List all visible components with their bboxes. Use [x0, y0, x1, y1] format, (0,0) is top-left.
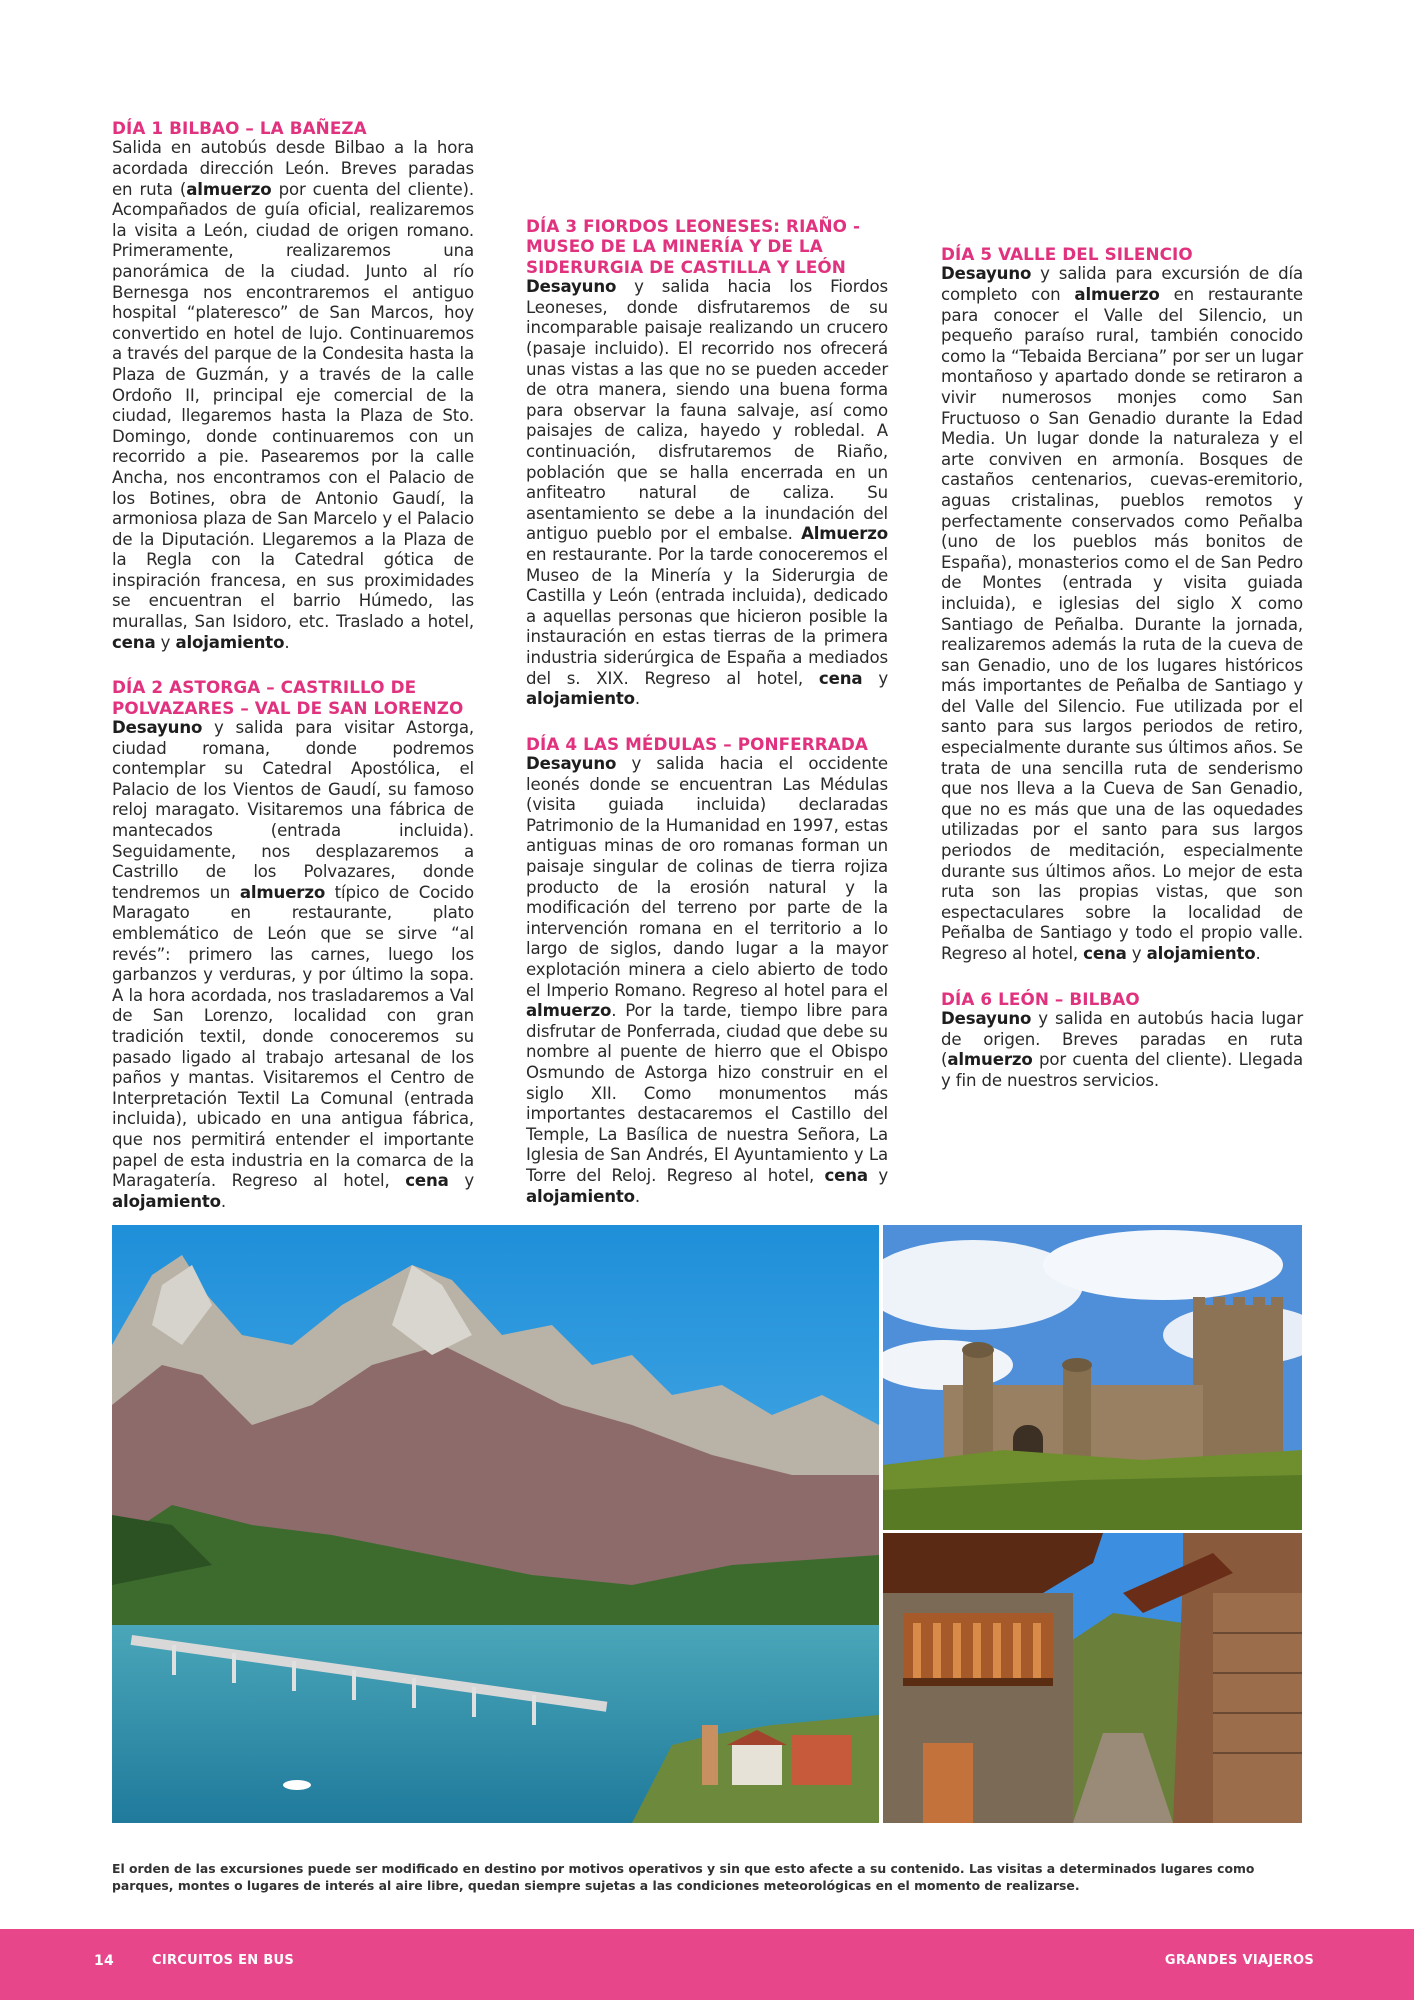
- day-5-text: Desayuno y salida para excursión de día completo con almuerzo en restaurante para conocer el Valle del Silencio, un pequeño paraíso rural, también conocido como la “Tebaida Berciana” por ser un lugar montañoso y apartado donde se retiraron a vivir numerosos monjes como San Fructuoso o San Genadio durante la Edad Media. Un lugar donde la naturaleza y el arte conviven en armonía. Bosques de castaños centenarios, cuevas-eremitorio, aguas cristalinas, pueblos remotos y perfectamente conservados como Peñalba (uno de los pueblos más bonitos de España), monasterios como el de San Pedro de Montes (entrada y visita guiada incluida), e iglesias del siglo X como Santiago de Peñalba. Durante la jornada, realizaremos además la ruta de la cueva de san Genadio, uno de los lugares históricos más importantes de Peñalba de Santiago y del Valle del Silencio. Fue utilizada por el santo para sus largos periodos de retiro, especialmente durante sus últimos años. Se trata de una sencilla ruta de senderismo que nos lleva a la Cueva de San Genadio, que no es más que una de las oquedades utilizadas por el santo para sus largos periodos de meditación, especialmente durante sus últimos años. Lo mejor de esta ruta son las propias vistas, que son espectaculares sobre la localidad de Peñalba de Santiago y todo el propio valle. Regreso al hotel, cena y alojamiento.: [941, 264, 1303, 963]
- photo-collage: [112, 1225, 1302, 1823]
- day-6-text: Desayuno y salida en autobús hacia lugar de origen. Breves paradas en ruta (almuerzo por cuenta del cliente). Llegada y fin de nuestros servicios.: [941, 1009, 1303, 1090]
- day-2-title: DÍA 2 ASTORGA – CASTRILLO DE POLVAZARES – VAL DE SAN LORENZO: [112, 677, 464, 718]
- ponferrada-castle-photo: [883, 1225, 1302, 1530]
- page-number: 14: [94, 1953, 115, 1969]
- day-1-title: DÍA 1 BILBAO – LA BAÑEZA: [112, 118, 367, 138]
- section-label: CIRCUITOS EN BUS: [152, 1953, 295, 1968]
- column-3: [941, 118, 1303, 1115]
- riano-reservoir-mountains-photo: [112, 1225, 879, 1823]
- penalba-village-photo: [883, 1533, 1302, 1823]
- brand-label: GRANDES VIAJEROS: [1164, 1953, 1314, 1968]
- column-1: [112, 118, 474, 1236]
- day-3-title: DÍA 3 FIORDOS LEONESES: RIAÑO - MUSEO DE LA MINERÍA Y DE LA SIDERURGIA DE CASTILLA Y LEÓN: [526, 216, 861, 277]
- day-4-title: DÍA 4 LAS MÉDULAS – PONFERRADA: [526, 733, 868, 754]
- day-3-text: Desayuno y salida hacia los Fiordos Leoneses, donde disfrutaremos de su incomparable paisaje realizando un crucero (pasaje incluido). El recorrido nos ofrecerá unas vistas a las que no se pueden acceder de otra manera, siendo una buena forma para observar la fauna salvaje, así como paisajes de caliza, hayedo y robledal. A continuación, disfrutaremos de Riaño, población que se halla encerrada en un anfiteatro natural de caliza. Su asentamiento se debe a la inundación del antiguo pueblo por el embalse. Almuerzo en restaurante. Por la tarde conoceremos el Museo de la Minería y la Siderurgia de Castilla y León (entrada incluida), dedicado a aquellas personas que hicieron posible la instauración en estas tierras de la primera industria siderúrgica de España a mediados del s. XIX. Regreso al hotel, cena y alojamiento.: [526, 277, 888, 709]
- disclaimer-note: El orden de las excursiones puede ser modificado en destino por motivos operativos y sin que esto afecte a su contenido. Las visitas a determinados lugares como parques, montes o lugares de interés al aire libre, quedan siempre sujetas a las condiciones meteorológicas en el momento de realizarse.: [112, 1861, 1255, 1893]
- day-5-title: DÍA 5 VALLE DEL SILENCIO: [941, 244, 1193, 264]
- day-6-title: DÍA 6 LEÓN – BILBAO: [941, 988, 1140, 1009]
- column-2: [526, 118, 888, 1231]
- day-2-text: Desayuno y salida para visitar Astorga, ciudad romana, donde podremos contemplar su Catedral Apostólica, el Palacio de los Vientos de Gaudí, su famoso reloj maragato. Visitaremos una fábrica de mantecados (entrada incluida). Seguidamente, nos desplazaremos a Castrillo de los Polvazares, donde tendremos un almuerzo típico de Cocido Maragato en restaurante, plato emblemático de León que se sirve “al revés”: primero las carnes, luego los garbanzos y verduras, y por último la sopa. A la hora acordada, nos trasladaremos a Val de San Lorenzo, localidad con gran tradición textil, donde conoceremos su pasado ligado al trabajo artesanal de los paños y mantas. Visitaremos el Centro de Interpretación Textil La Comunal (entrada incluida), ubicado en una antigua fábrica, que nos permitirá entender el importante papel de esta industria en la comarca de la Maragatería. Regreso al hotel, cena y alojamiento.: [112, 718, 474, 1211]
- day-1-text: Salida en autobús desde Bilbao a la hora acordada dirección León. Breves paradas en ruta (almuerzo por cuenta del cliente). Acompañados de guía oficial, realizaremos la visita a León, ciudad de origen romano. Primeramente, realizaremos una panorámica de la ciudad. Junto al río Bernesga nos encontraremos el antiguo hospital “plateresco” de San Marcos, hoy convertido en hotel de lujo. Continuaremos a través del parque de la Condesita hasta la Plaza de Guzmán, y a través de la calle Ordoño II, principal eje comercial de la ciudad, llegaremos hasta la Plaza de Sto. Domingo, donde continuaremos con un recorrido a pie. Pasearemos por la calle Ancha, nos encontramos con el Palacio de los Botines, obra de Antonio Gaudí, la armoniosa plaza de San Marcelo y el Palacio de la Diputación. Llegaremos a la Plaza de la Regla con la Catedral gótica de inspiración francesa, en sus proximidades se encuentran el barrio Húmedo, las murallas, San Isidoro, etc. Traslado a hotel, cena y alojamiento.: [112, 138, 474, 652]
- itinerary-columns: [112, 118, 1303, 1211]
- day-4-text: Desayuno y salida hacia el occidente leonés donde se encuentran Las Médulas (visita guiada incluida) declaradas Patrimonio de la Humanidad en 1997, estas antiguas minas de oro romanas forman un paisaje singular de colinas de tierra rojiza producto de la erosión natural y la modificación del terreno por parte de la intervención romana en el territorio a lo largo de siglos, dando lugar a la mayor explotación minera a cielo abierto de todo el Imperio Romano. Regreso al hotel para el almuerzo. Por la tarde, tiempo libre para disfrutar de Ponferrada, ciudad que debe su nombre al puente de hierro que el Obispo Osmundo de Astorga hizo construir en el siglo XII. Como monumentos más importantes destacaremos el Castillo del Temple, La Basílica de nuestra Señora, La Iglesia de San Andrés, El Ayuntamiento y La Torre del Reloj. Regreso al hotel, cena y alojamiento.: [526, 754, 888, 1206]
- page-footer: [0, 1929, 1414, 2000]
